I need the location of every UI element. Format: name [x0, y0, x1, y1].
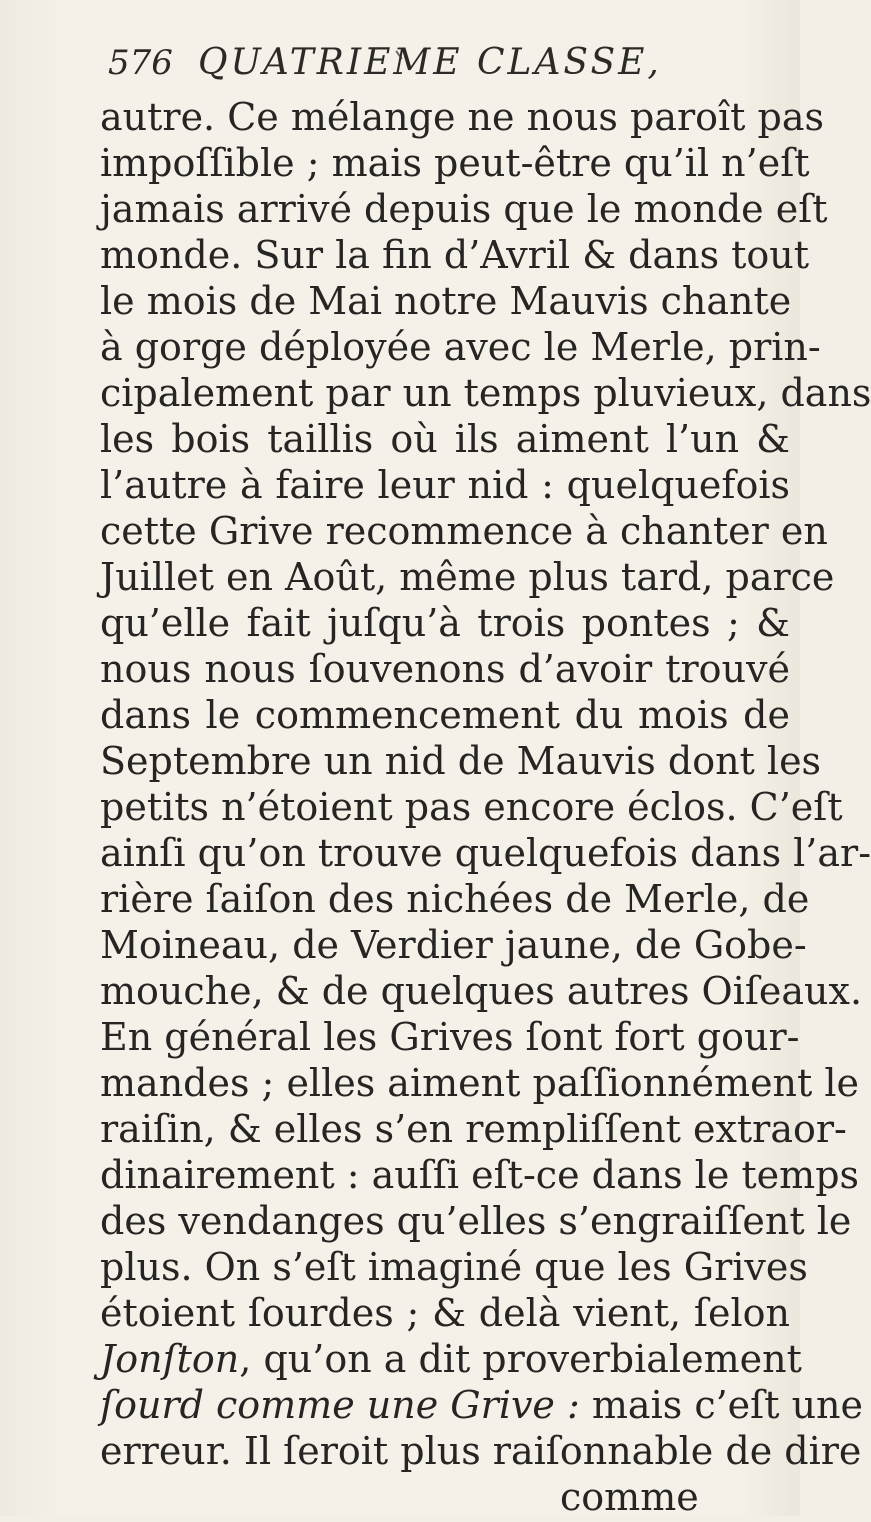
- section-title: QUATRIEME CLASSE,: [198, 42, 662, 83]
- text-line-6: à gorge déployée avec le Merle, prin-: [100, 325, 821, 369]
- text-line-24: dinairement : auſſi eſt-ce dans le temps: [100, 1153, 860, 1197]
- text-line-7: cipalement par un temps pluvieux, dans: [100, 371, 871, 415]
- text-line-30: erreur. Il ſeroit plus raiſonnable de dire: [100, 1429, 862, 1473]
- text-line-18: rière ſaiſon des nichées de Merle, de: [100, 877, 810, 921]
- text-line-17: ainſi qu’on trouve quelquefois dans l’ar-: [100, 831, 871, 875]
- text-line-3: jamais arrivé depuis que le monde eſt: [100, 187, 828, 231]
- text-line-4: monde. Sur la fin d’Avril & dans tout: [100, 233, 810, 277]
- text-line-9: l’autre à faire leur nid : quelquefois: [100, 463, 790, 507]
- text-line-26: plus. On s’eſt imaginé que les Grives: [100, 1245, 808, 1289]
- text-line-12: qu’elle fait juſqu’à trois pontes ; &: [100, 601, 790, 645]
- text-line-15: Septembre un nid de Mauvis dont les: [100, 739, 822, 783]
- line-29-text: mais c’eſt une: [579, 1383, 864, 1427]
- text-line-10: cette Grive recommence à chanter en: [100, 509, 828, 553]
- text-line-16: petits n’étoient pas encore éclos. C’eſt: [100, 785, 843, 829]
- page-number: 576: [108, 43, 173, 83]
- proverb: ſourd comme une Grive :: [100, 1383, 580, 1427]
- author-name: Jonſton: [100, 1337, 240, 1381]
- text-line-28: [100, 1334, 802, 1384]
- text-line-29: [100, 1380, 864, 1430]
- text-line-14: dans le commencement du mois de: [100, 693, 790, 737]
- text-line-23: raiſin, & elles s’en rempliſſent extraor-: [100, 1107, 847, 1151]
- text-line-8: les bois taillis où ils aiment l’un &: [100, 417, 790, 461]
- text-line-2: impoſſible ; mais peut-être qu’il n’eſt: [100, 141, 810, 185]
- text-line-22: mandes ; elles aiment paſſionnément le: [100, 1061, 860, 1105]
- text-line-21: En général les Grives ſont fort gour-: [100, 1015, 800, 1059]
- text-line-27: étoient ſourdes ; & delà vient, ſelon: [100, 1291, 790, 1335]
- body-text: [0, 92, 871, 1519]
- text-line-5: le mois de Mai notre Mauvis chante: [100, 279, 792, 323]
- text-line-20: mouche, & de quelques autres Oiſeaux.: [100, 969, 863, 1013]
- catchword: comme: [560, 1475, 699, 1519]
- text-line-11: Juillet en Août, même plus tard, parce: [100, 555, 835, 599]
- line-28-text: , qu’on a dit proverbialement: [239, 1337, 802, 1381]
- text-line-1: autre. Ce mélange ne nous paroît pas: [100, 95, 825, 139]
- text-line-13: nous nous ſouvenons d’avoir trouvé: [100, 647, 790, 691]
- text-line-19: Moineau, de Verdier jaune, de Gobe-: [100, 923, 807, 967]
- text-line-25: des vendanges qu’elles s’engraiſſent le: [100, 1199, 852, 1243]
